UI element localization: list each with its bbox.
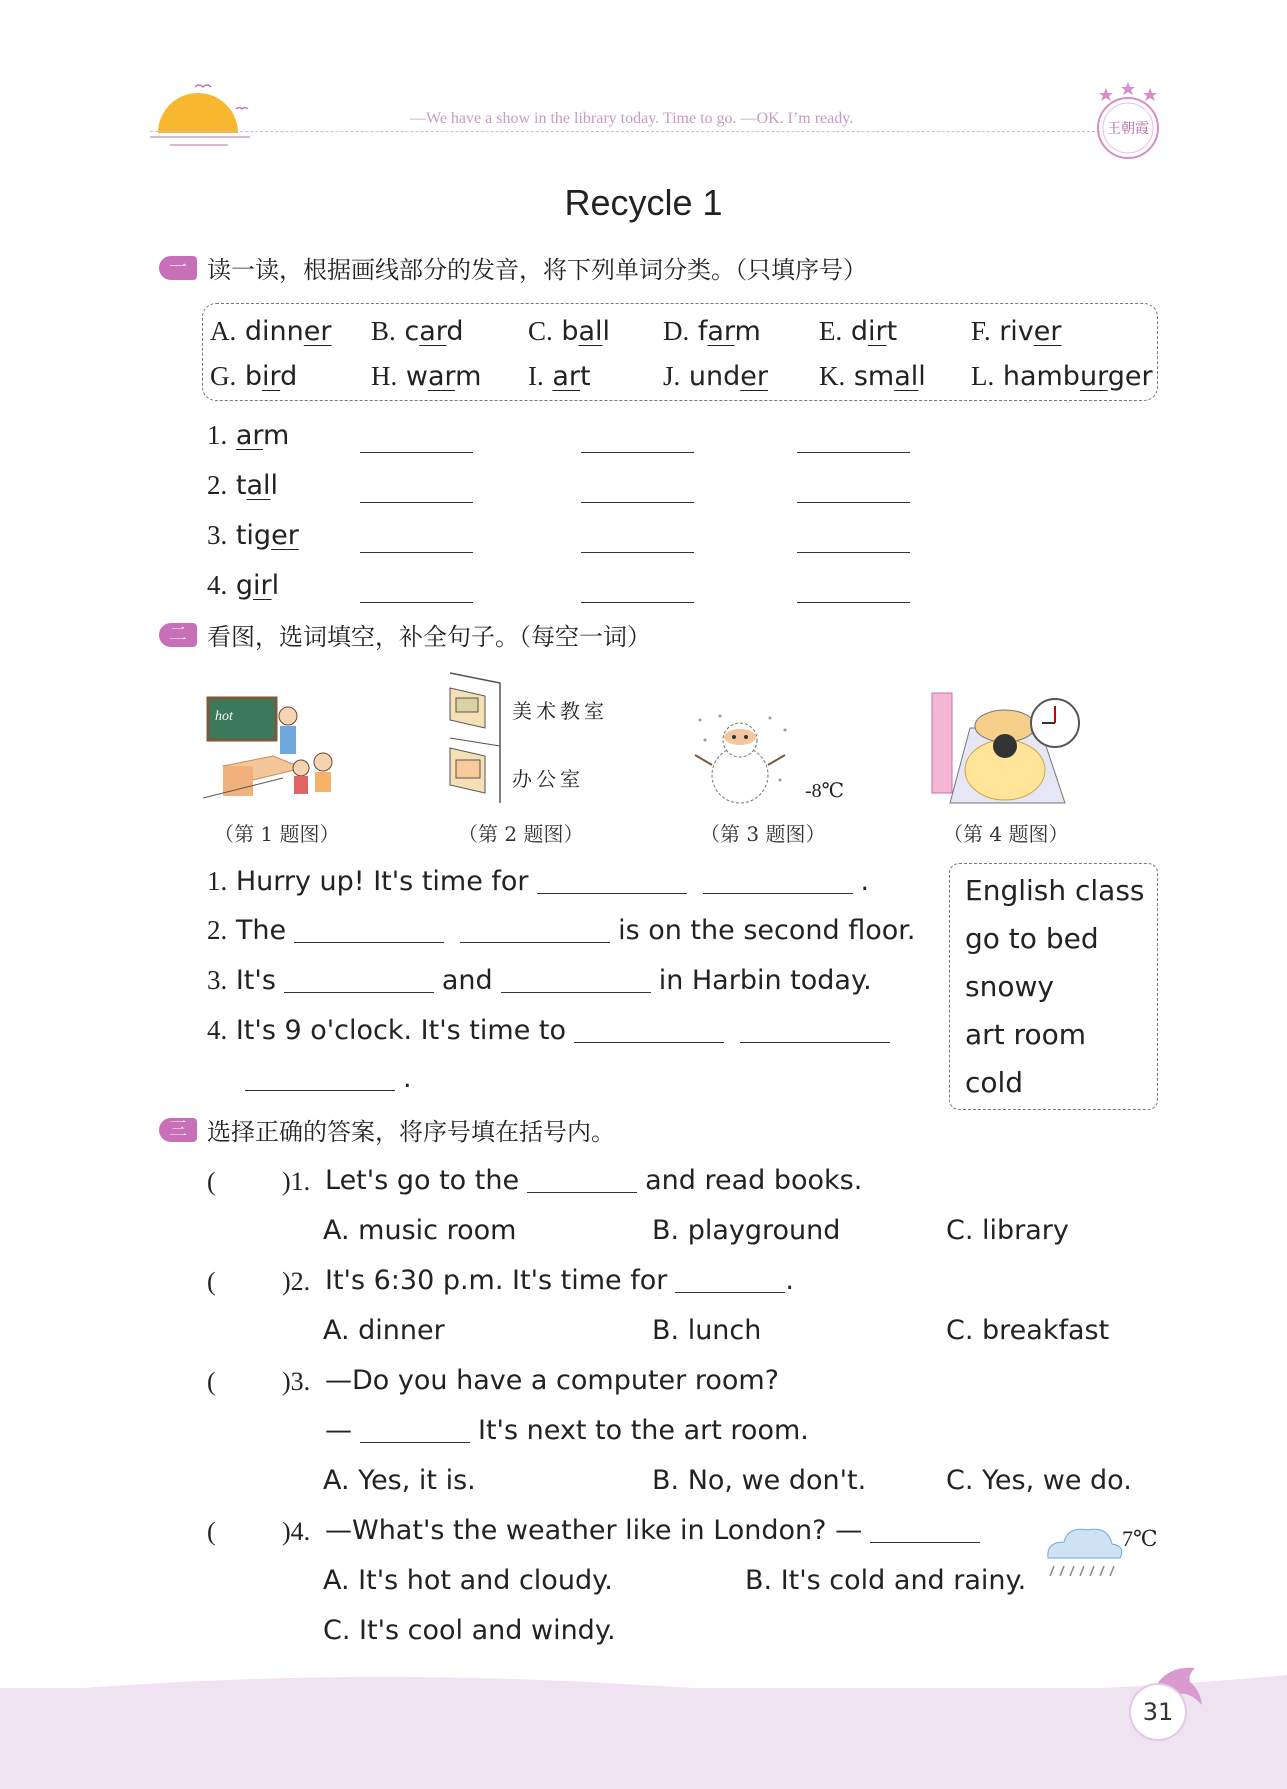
word-part: t — [886, 316, 898, 347]
underlined-sound: ar — [419, 316, 447, 347]
word-part: m — [734, 316, 761, 347]
option-letter: G. — [210, 361, 237, 391]
picture-caption: （第 1 题图） — [214, 822, 340, 846]
option-letter: H. — [371, 361, 398, 391]
question-stem: and read books. — [645, 1165, 863, 1196]
item-number: 4. — [207, 570, 228, 600]
answer-paren-open[interactable]: ( — [207, 1517, 216, 1546]
answer-blank[interactable] — [360, 552, 473, 553]
answer-blank[interactable] — [245, 1089, 395, 1091]
word-option — [819, 361, 926, 392]
answer-option[interactable]: B. No, we don't. — [652, 1465, 867, 1496]
answer-blank[interactable] — [581, 552, 694, 553]
answer-blank[interactable] — [501, 991, 651, 993]
underlined-sound: er — [740, 361, 768, 392]
rain-cloud-icon — [1038, 1518, 1128, 1588]
answer-blank[interactable] — [581, 502, 694, 503]
answer-blank[interactable] — [527, 1191, 637, 1193]
answer-option[interactable]: B. playground — [652, 1215, 841, 1246]
sentence-2 — [207, 915, 915, 946]
word-option — [528, 361, 591, 392]
header-divider — [150, 131, 1100, 132]
answer-option[interactable]: A. It's hot and cloudy. — [323, 1565, 613, 1596]
word-part: t — [235, 470, 247, 501]
answer-blank[interactable] — [797, 552, 910, 553]
option-letter: A. — [210, 316, 237, 346]
option-letter: J. — [663, 361, 681, 391]
underlined-sound: ir — [867, 316, 887, 347]
word-part: g — [235, 570, 253, 601]
section2-instruction: 看图，选词填空，补全句子。（每空一词） — [207, 623, 651, 651]
section1-instruction: 读一读，根据画线部分的发音，将下列单词分类。（只填序号） — [207, 256, 867, 284]
word-part: w — [405, 361, 428, 392]
question-text — [325, 1515, 988, 1546]
answer-option[interactable]: A. music room — [323, 1215, 517, 1246]
footer-band — [0, 1688, 1287, 1789]
question-stem: — — [325, 1415, 352, 1446]
word-option — [210, 316, 331, 347]
word-part: d — [280, 361, 298, 392]
word-part: b — [244, 361, 262, 392]
word-part: l — [271, 570, 280, 601]
answer-blank[interactable] — [360, 1441, 470, 1443]
sentence-text: It's 9 o'clock. It's time to — [235, 1015, 566, 1046]
option-letter: K. — [819, 361, 846, 391]
logo-text: 王朝霞 — [1107, 121, 1149, 137]
item-number: 1. — [207, 420, 228, 450]
question-stem: . — [785, 1265, 794, 1296]
answer-blank[interactable] — [740, 1041, 890, 1043]
underlined-sound: ar — [707, 316, 735, 347]
answer-blank[interactable] — [703, 892, 853, 894]
word-part: c — [404, 316, 420, 347]
word-part: tig — [235, 520, 272, 551]
sentence-number: 4. — [207, 1015, 228, 1045]
underlined-sound: ur — [1079, 361, 1108, 392]
word-part: d — [446, 316, 464, 347]
sentence-number: 2. — [207, 915, 228, 945]
picture-caption: （第 3 题图） — [700, 822, 826, 846]
picture-caption: （第 4 题图） — [943, 822, 1069, 846]
underlined-sound: al — [578, 316, 603, 347]
answer-paren-open[interactable]: ( — [207, 1167, 216, 1196]
phrase-option: go to bed — [965, 922, 1099, 955]
word-part: t — [580, 361, 591, 392]
answer-blank[interactable] — [574, 1041, 724, 1043]
answer-option[interactable]: A. Yes, it is. — [323, 1465, 476, 1496]
word-option — [210, 361, 297, 392]
question-number: )4. — [282, 1517, 311, 1546]
word-option — [663, 361, 768, 392]
office-label: 办公室 — [512, 767, 584, 791]
question-stem: —What's the weather like in London? — — [325, 1515, 863, 1546]
word-option — [528, 316, 610, 347]
answer-blank[interactable] — [294, 941, 444, 943]
word-part: und — [688, 361, 741, 392]
underlined-sound: ar — [427, 361, 456, 392]
answer-blank[interactable] — [870, 1541, 980, 1543]
word-part: ger — [1107, 361, 1153, 392]
london-temperature: 7℃ — [1122, 1526, 1158, 1551]
word-option — [663, 316, 761, 347]
word-part: l — [270, 470, 278, 501]
item-number: 2. — [207, 470, 228, 500]
classify-item — [207, 570, 279, 601]
option-letter: L. — [971, 361, 995, 391]
answer-blank[interactable] — [360, 502, 473, 503]
answer-blank[interactable] — [460, 941, 610, 943]
section1-badge: 一 — [159, 256, 197, 280]
underlined-sound: al — [246, 470, 271, 501]
option-letter: B. — [371, 316, 396, 346]
question-number: )3. — [282, 1367, 311, 1396]
brand-logo — [1090, 78, 1166, 164]
answer-option[interactable]: B. It's cold and rainy. — [745, 1565, 1027, 1596]
sentence-text: is on the second floor. — [618, 915, 916, 946]
classroom-picture — [203, 688, 353, 813]
answer-blank[interactable] — [284, 991, 434, 993]
classify-item — [207, 520, 299, 551]
art-room-label: 美术教室 — [512, 699, 608, 723]
sentence-text: The — [235, 915, 287, 946]
underlined-sound: ar — [552, 361, 580, 392]
section3-badge: 三 — [159, 1118, 197, 1142]
question-text-line2 — [325, 1415, 809, 1446]
picture-caption: （第 2 题图） — [458, 822, 584, 846]
answer-option[interactable]: C. Yes, we do. — [946, 1465, 1132, 1496]
underlined-sound: er — [1033, 316, 1062, 347]
word-part: l — [918, 361, 926, 392]
answer-blank[interactable] — [797, 602, 910, 603]
answer-blank[interactable] — [675, 1291, 785, 1293]
sunset-icon — [140, 75, 260, 155]
question-text — [325, 1265, 794, 1296]
word-option — [371, 361, 481, 392]
phrase-option: English class — [965, 874, 1145, 907]
answer-blank[interactable] — [797, 452, 910, 453]
question-number: )2. — [282, 1267, 311, 1296]
word-option — [971, 316, 1062, 347]
sentence-text: It's — [235, 965, 276, 996]
sentence-text: in Harbin today. — [658, 965, 872, 996]
word-option — [371, 316, 464, 347]
word-part: m — [263, 420, 290, 451]
item-number: 3. — [207, 520, 228, 550]
bedroom-picture — [930, 688, 1080, 813]
option-letter: C. — [528, 316, 553, 346]
sentence-3 — [207, 965, 872, 996]
answer-option[interactable]: A. dinner — [323, 1315, 445, 1346]
classify-item — [207, 470, 278, 501]
answer-blank[interactable] — [581, 602, 694, 603]
underlined-sound: al — [894, 361, 919, 392]
sentence-text: . — [403, 1063, 412, 1094]
answer-paren-open[interactable]: ( — [207, 1267, 216, 1296]
snow-temperature: -8℃ — [805, 780, 845, 802]
word-part: f — [697, 316, 708, 347]
phrase-option: cold — [965, 1066, 1024, 1099]
answer-option[interactable]: C. breakfast — [946, 1315, 1110, 1346]
word-option — [971, 361, 1153, 392]
underlined-sound: er — [271, 520, 299, 551]
question-number: )1. — [282, 1167, 311, 1196]
sentence-text: Hurry up! It's time for — [235, 866, 529, 897]
option-letter: E. — [819, 316, 843, 346]
word-part: hamb — [1002, 361, 1080, 392]
underlined-sound: ar — [235, 420, 264, 451]
classify-item — [207, 420, 289, 451]
phrase-option: snowy — [965, 970, 1054, 1003]
word-part: d — [850, 316, 868, 347]
question-stem: It's 6:30 p.m. It's time for — [325, 1265, 668, 1296]
answer-blank[interactable] — [797, 502, 910, 503]
option-letter: F. — [971, 316, 991, 346]
answer-option[interactable]: C. It's cool and windy. — [323, 1615, 616, 1646]
underlined-sound: ir — [252, 570, 272, 601]
snowman-picture — [690, 710, 800, 810]
underlined-sound: er — [303, 316, 332, 347]
question-stem: It's next to the art room. — [478, 1415, 809, 1446]
sentence-number: 3. — [207, 965, 228, 995]
board-text: hot — [215, 709, 233, 724]
question-text — [325, 1165, 862, 1196]
phrase-option: art room — [965, 1018, 1086, 1051]
answer-blank[interactable] — [537, 892, 687, 894]
header-quote: —We have a show in the library today. Time to go. —OK. I’m ready. — [410, 110, 854, 127]
word-part: m — [455, 361, 482, 392]
page-number: 31 — [1129, 1683, 1187, 1741]
answer-blank[interactable] — [581, 452, 694, 453]
sentence-text: . — [860, 866, 870, 897]
option-letter: D. — [663, 316, 690, 346]
answer-paren-open[interactable]: ( — [207, 1367, 216, 1396]
sentence-4-continued — [237, 1063, 412, 1094]
sentence-4 — [207, 1015, 898, 1046]
building-picture — [440, 668, 510, 808]
underlined-sound: ir — [261, 361, 281, 392]
answer-option[interactable]: C. library — [946, 1215, 1069, 1246]
section2-badge: 二 — [159, 623, 197, 647]
word-part: l — [602, 316, 611, 347]
word-part: sm — [853, 361, 895, 392]
option-letter: I. — [528, 361, 544, 391]
question-text — [325, 1365, 779, 1396]
page-title: Recycle 1 — [564, 182, 723, 223]
word-part: dinn — [244, 316, 304, 347]
question-stem: Let's go to the — [325, 1165, 520, 1196]
sentence-number: 1. — [207, 866, 228, 896]
word-part: b — [561, 316, 579, 347]
answer-option[interactable]: B. lunch — [652, 1315, 762, 1346]
answer-blank[interactable] — [360, 602, 473, 603]
answer-blank[interactable] — [360, 452, 473, 453]
word-option — [819, 316, 897, 347]
word-part: riv — [999, 316, 1034, 347]
question-stem: —Do you have a computer room? — [325, 1365, 780, 1396]
sentence-1 — [207, 866, 869, 897]
sentence-text: and — [441, 965, 493, 996]
section3-instruction: 选择正确的答案，将序号填在括号内。 — [207, 1118, 615, 1146]
